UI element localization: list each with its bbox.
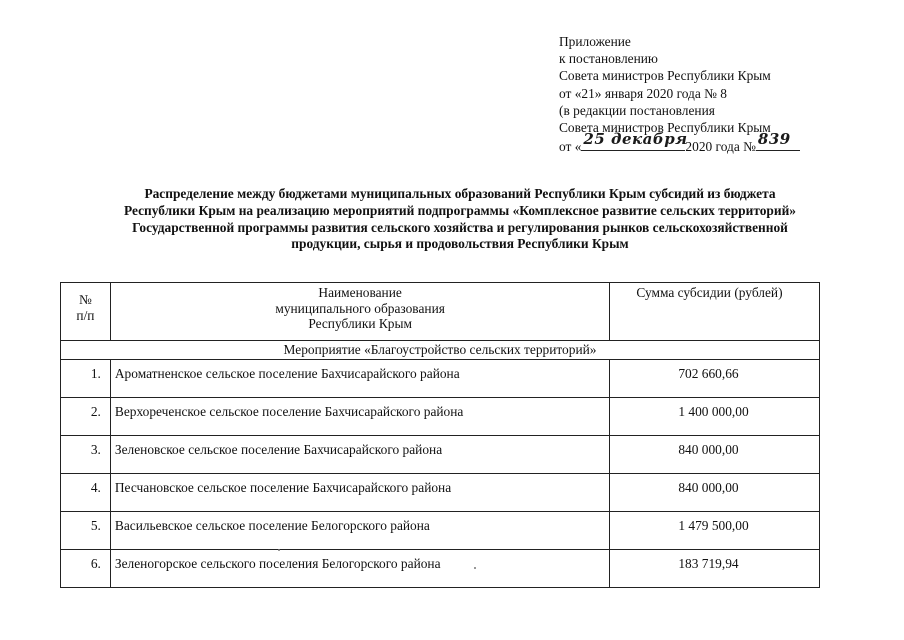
document-title <box>60 186 860 253</box>
appendix-prefix: от « <box>559 139 582 155</box>
title-line: Республики Крым на реализацию мероприятий подпрограммы «Комплексное развитие сельских территорий» <box>123 202 797 218</box>
title-line: Государственной программы развития сельского хозяйства и регулирования рынков сельскохозяйственной <box>132 219 788 235</box>
handwritten-number: 839 <box>757 130 791 149</box>
appendix-line-signature <box>559 130 857 155</box>
section-title: Мероприятие «Благоустройство сельских территорий» <box>61 341 820 360</box>
header-num-line: № <box>79 292 92 307</box>
row-sum: 840 000,00 <box>610 436 820 474</box>
appendix-middle: 2020 года № <box>685 139 756 155</box>
title-line: Распределение между бюджетами муниципальных образований Республики Крым субсидий из бюджета <box>144 186 776 201</box>
title-line: продукции, сырья и продовольствия Республики Крым <box>291 236 629 252</box>
subsidy-table <box>60 282 820 588</box>
handwritten-date-field <box>581 130 688 151</box>
row-sum: 1 479 500,00 <box>610 512 820 550</box>
table-header-row <box>61 283 820 341</box>
handwritten-date: 25 декабря <box>583 130 688 149</box>
row-num: 3. <box>61 436 111 474</box>
row-name: Верхореченское сельское поселение Бахчисарайского района <box>110 398 609 436</box>
row-num: 6. <box>61 550 111 588</box>
table-row <box>61 360 820 398</box>
row-sum: 183 719,94 <box>610 550 820 588</box>
row-sum: 702 660,66 <box>610 360 820 398</box>
scan-speck <box>474 567 476 569</box>
header-sum: Сумма субсидии (рублей) <box>610 283 820 341</box>
table-row <box>61 512 820 550</box>
table-row <box>61 550 820 588</box>
header-name-line: муниципального образования <box>275 300 445 316</box>
row-sum: 840 000,00 <box>610 474 820 512</box>
appendix-line: Совета министров Республики Крым <box>559 120 771 136</box>
row-name: Зеленогорское сельского поселения Белогорского района <box>110 550 609 588</box>
scan-speck <box>278 549 280 551</box>
row-name: Песчановское сельское поселение Бахчисарайского района <box>110 474 609 512</box>
appendix-line: от «21» января 2020 года № 8 <box>559 85 727 101</box>
handwritten-number-field <box>756 130 800 151</box>
row-num: 2. <box>61 398 111 436</box>
row-name: Васильевское сельское поселение Белогорского района <box>110 512 609 550</box>
row-name: Зеленовское сельское поселение Бахчисарайского района <box>110 436 609 474</box>
header-num-line: п/п <box>76 307 95 323</box>
appendix-line: Совета министров Республики Крым <box>559 68 771 84</box>
header-name <box>110 283 609 341</box>
section-row <box>61 341 820 360</box>
header-num <box>61 283 111 341</box>
appendix-line: Приложение <box>559 34 631 49</box>
row-name: Ароматненское сельское поселение Бахчисарайского района <box>110 360 609 398</box>
row-num: 4. <box>61 474 111 512</box>
header-name-line: Республики Крым <box>308 316 412 331</box>
appendix-header <box>557 33 857 155</box>
row-num: 5. <box>61 512 111 550</box>
appendix-line: к постановлению <box>559 51 658 67</box>
table-row <box>61 474 820 512</box>
appendix-line: (в редакции постановления <box>559 102 715 118</box>
row-num: 1. <box>61 360 111 398</box>
header-name-line: Наименование <box>318 285 402 300</box>
table-row <box>61 436 820 474</box>
row-sum: 1 400 000,00 <box>610 398 820 436</box>
table-row <box>61 398 820 436</box>
